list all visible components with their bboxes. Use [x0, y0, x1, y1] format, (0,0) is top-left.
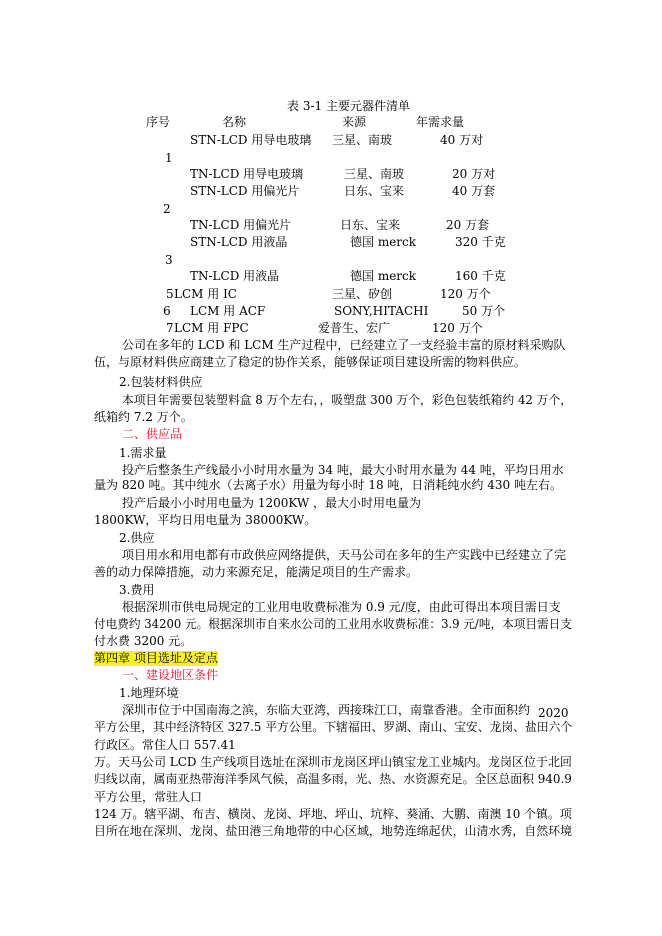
table-cell-qty: 40 万对 — [440, 133, 484, 147]
table-cell-num: 2 — [163, 202, 171, 216]
table-cell-qty: 20 万对 — [452, 167, 496, 181]
paragraph-line: 根据深圳市供电局规定的工业用电收费标准为 0.9 元/度，由此可得出本项目需日支 — [122, 600, 561, 614]
table-cell-qty: 160 千克 — [455, 269, 506, 283]
table-cell-source: 德国 merck — [350, 235, 417, 249]
table-cell-source: 三星、南玻 — [332, 133, 393, 147]
table-cell-name: LCM 用 ACF — [190, 304, 266, 318]
paragraph-line: 万。天马公司 LCD 生产线项目选址在深圳市龙岗区坪山镇宝龙工业城内。龙岗区位于北回 — [94, 755, 572, 769]
table-header-name: 名称 — [222, 115, 247, 129]
table-cell-source: SONY,HITACHI — [334, 304, 429, 318]
table-header-source: 来源 — [342, 115, 367, 129]
table-cell-name: STN-LCD 用液晶 — [190, 235, 288, 249]
table-cell-name: TN-LCD 用偏光片 — [190, 218, 292, 232]
table-cell-name: TN-LCD 用液晶 — [190, 269, 280, 283]
table-cell-num: 1 — [165, 151, 173, 165]
paragraph-line: 善的动力保障措施，动力来源充足，能满足项目的生产需求。 — [94, 565, 419, 579]
table-cell-name: STN-LCD 用偏光片 — [190, 184, 300, 198]
table-cell-name: STN-LCD 用导电玻璃 — [190, 133, 312, 147]
paragraph-line: 平方公里，常驻人口 — [94, 790, 203, 804]
table-cell-num: 3 — [165, 253, 173, 267]
section-heading: 2.包装材料供应 — [119, 375, 203, 389]
table-cell-qty: 320 千克 — [455, 235, 506, 249]
chapter-heading: 第四章 项目选址及定点 — [94, 651, 218, 665]
table-cell-source: 德国 merck — [350, 269, 417, 283]
table-cell-num: 7 — [166, 321, 174, 335]
paragraph-line: 深圳市位于中国南海之滨，东临大亚湾，西接珠江口，南靠香港。全市面积约 — [122, 703, 531, 717]
table-cell-num: 5 — [166, 287, 174, 301]
paragraph-line: 1800KW，平均日用电量为 38000KW。 — [94, 513, 317, 527]
paragraph-line: 公司在多年的 LCD 和 LCM 生产过程中，已经建立了一支经验丰富的原材料采购队 — [122, 338, 566, 352]
paragraph-line: 纸箱约 7.2 万个。 — [94, 410, 193, 424]
paragraph-line: 124 万。辖平湖、布吉、横岗、龙岗、坪地、坪山、坑梓、葵涌、大鹏、南澳 10 个镇。项 — [94, 807, 572, 821]
paragraph-line: 付电费约 34200 元。根据深圳市自来水公司的工业用水收费标准：3.9 元/吨，本项目需日支 — [94, 617, 572, 631]
paragraph-line: 平方公里，其中经济特区 327.5 平方公里。下辖福田、罗湖、南山、宝安、龙岗、盐田六个 — [94, 720, 573, 734]
table-cell-qty: 120 万个 — [432, 321, 483, 335]
table-cell-num: 6 — [163, 304, 171, 318]
table-cell-source: 三星、南玻 — [344, 167, 405, 181]
table-title: 表 3-1 主要元器件清单 — [287, 99, 410, 113]
section-heading: 3.费用 — [119, 583, 155, 597]
table-header-qty: 年需求量 — [416, 115, 465, 129]
table-cell-source: 三星、矽创 — [332, 287, 393, 301]
paragraph-line: 投产后最小小时用电量为 1200KW ，最大小时用电量为 — [122, 496, 422, 510]
paragraph-line: 项目用水和用电都有市政供应网络提供，天马公司在多年的生产实践中已经建立了完 — [122, 548, 567, 562]
table-cell-source: 爱普生、宏广 — [318, 321, 391, 335]
section-heading: 二、供应品 — [122, 427, 183, 441]
table-cell-name: TN-LCD 用导电玻璃 — [190, 167, 304, 181]
table-cell-qty: 20 万套 — [446, 218, 490, 232]
paragraph-line: 2020 — [538, 706, 569, 720]
section-heading: 一、建设地区条件 — [122, 668, 219, 682]
table-cell-qty: 120 万个 — [440, 287, 491, 301]
paragraph-line: 量为 820 吨。其中纯水（去离子水）用量为每小时 18 吨，日消耗纯水约 430 吨左右。 — [94, 478, 562, 492]
paragraph-line: 行政区。常住人口 557.41 — [94, 738, 236, 752]
table-cell-source: 日东、宝来 — [340, 218, 401, 232]
paragraph-line: 本项目年需要包装塑料盒 8 万个左右，，吸塑盘 300 万个，彩色包装纸箱约 42 万个， — [122, 393, 572, 407]
table-cell-source: 日东、宝来 — [344, 184, 405, 198]
paragraph-line: 目所在地在深圳、龙岗、盐田港三角地带的中心区域，地势连绵起伏，山清水秀，自然环境 — [94, 824, 573, 838]
table-cell-qty: 50 万个 — [462, 304, 506, 318]
section-heading: 2.供应 — [119, 531, 155, 545]
section-heading: 1.需求量 — [119, 446, 167, 460]
paragraph-line: 归线以南，属南亚热带海洋季风气候，高温多雨，光、热、水资源充足。全区总面积 940.9 — [94, 772, 572, 786]
paragraph-line: 伍，与原材料供应商建立了稳定的协作关系，能够保证项目建设所需的物料供应。 — [94, 355, 527, 369]
section-heading: 1.地理环境 — [119, 686, 179, 700]
paragraph-line: 投产后整条生产线最小小时用水量为 34 吨，最大小时用水量为 44 吨，平均日用水 — [122, 463, 564, 477]
table-cell-name: LCM 用 IC — [174, 287, 237, 301]
paragraph-line: 付水费 3200 元。 — [94, 634, 193, 648]
table-cell-qty: 40 万套 — [452, 184, 496, 198]
table-header-num: 序号 — [146, 115, 171, 129]
table-cell-name: LCM 用 FPC — [174, 321, 249, 335]
